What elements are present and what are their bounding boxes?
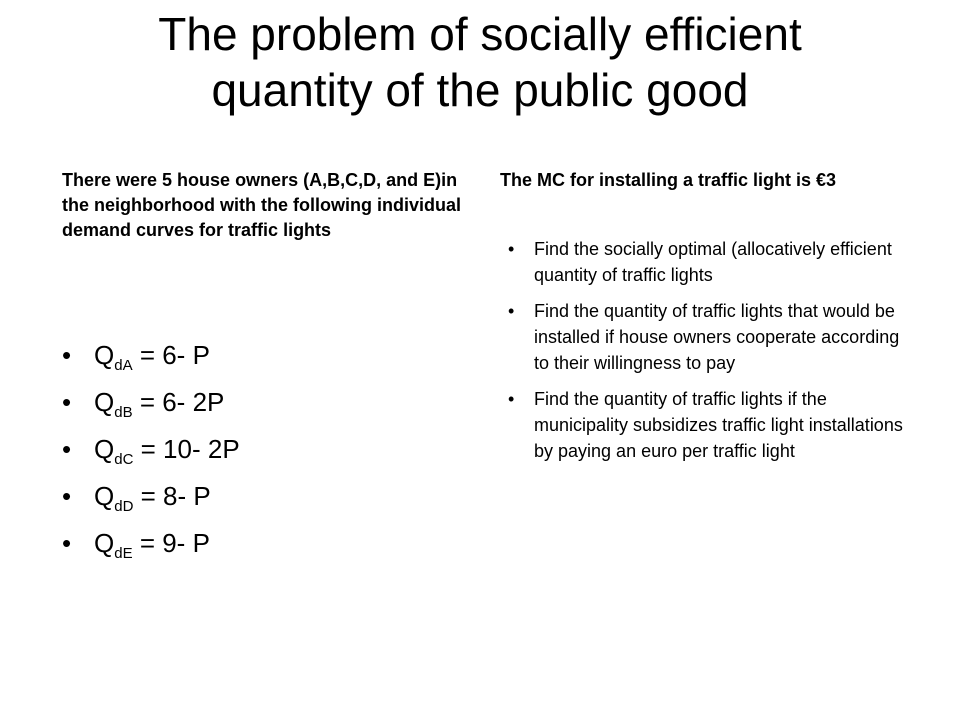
demand-equation-e [62,528,240,562]
task-text: Find the quantity of traffic lights if the municipality subsidizes traffic light installations by paying an euro per traffic light [534,389,903,461]
equation-symbol: Q [94,528,115,558]
task-item-subsidy [508,386,908,464]
equation-symbol: Q [94,481,115,511]
equation-subscript: dB [114,404,133,421]
bullet-icon: • [508,301,515,321]
equation-symbol: Q [94,434,115,464]
equation-subscript: dE [114,545,133,562]
marginal-cost-heading: The MC for installing a traffic light is €3 [500,170,837,190]
task-list [508,236,908,474]
equation-subscript: dD [114,498,134,515]
demand-equation-c [62,434,240,468]
slide-title [40,6,920,118]
demand-curves-heading: There were 5 house owners (A,B,C,D, and E)in the neighborhood with the following individual demand curves for traffic lights [62,170,461,240]
equation-rhs: = 10- 2P [133,434,240,464]
equation-symbol: Q [94,340,115,370]
task-text: Find the socially optimal (allocatively efficient quantity of traffic lights [534,239,892,285]
bullet-icon: • [62,434,72,464]
equation-rhs: = 9- P [132,528,210,558]
bullet-icon: • [62,481,72,511]
demand-equation-d [62,481,240,515]
bullet-icon: • [62,528,72,558]
task-item-socially-optimal [508,236,908,288]
bullet-icon: • [508,389,515,409]
equation-symbol: Q [94,387,115,417]
bullet-icon: • [508,239,515,259]
demand-equation-list [62,340,240,575]
slide-title-line-1: The problem of socially efficient [158,8,802,60]
equation-rhs: = 6- P [132,340,210,370]
bullet-icon: • [62,340,72,370]
demand-equation-b [62,387,240,421]
task-item-cooperation [508,298,908,376]
demand-equation-a [62,340,240,374]
equation-subscript: dA [114,357,133,374]
task-text: Find the quantity of traffic lights that would be installed if house owners cooperate according to their willingness to pay [534,301,900,373]
bullet-icon: • [62,387,72,417]
equation-rhs: = 8- P [133,481,211,511]
equation-subscript: dC [114,451,134,468]
equation-rhs: = 6- 2P [132,387,225,417]
slide-title-line-2: quantity of the public good [211,64,749,116]
